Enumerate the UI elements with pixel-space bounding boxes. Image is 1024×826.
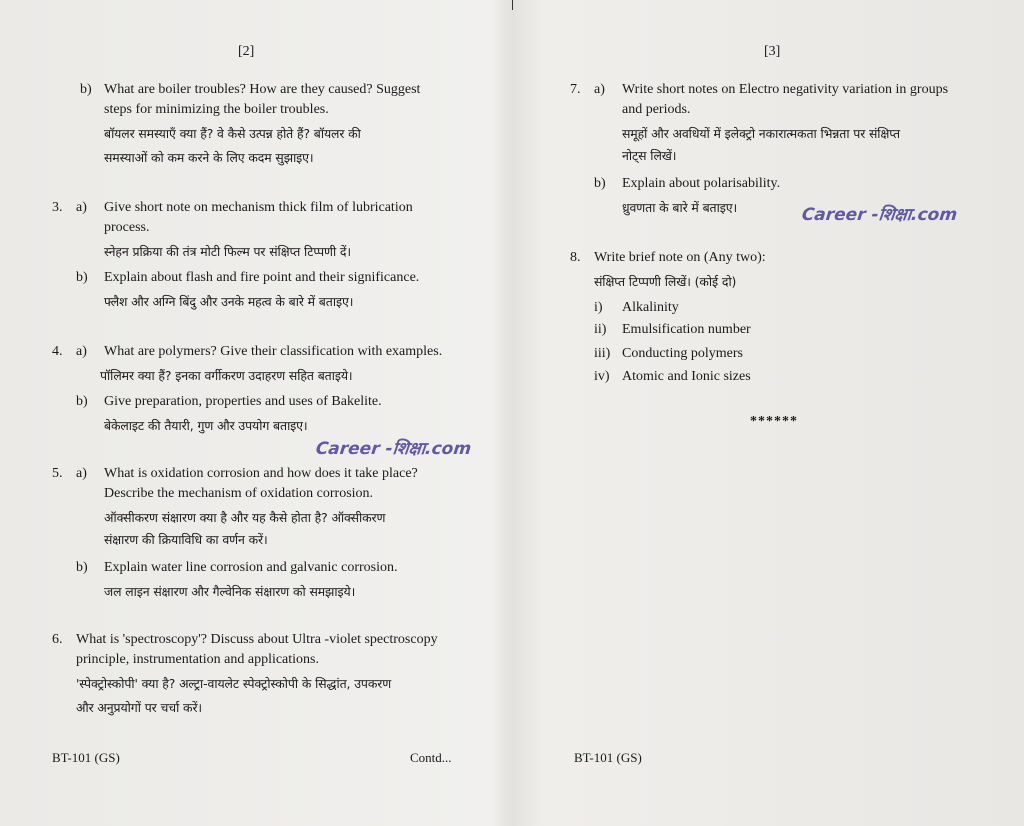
- q5a-en-line1: What is oxidation corrosion and how does it take place?: [104, 466, 418, 481]
- q2b-hi-line2: समस्याओं को कम करने के लिए कदम सुझाइए।: [104, 150, 314, 165]
- q3-number: 3.: [52, 200, 63, 215]
- q5a-en-line2: Describe the mechanism of oxidation corrosion.: [104, 486, 374, 501]
- q4a-label: a): [76, 344, 87, 359]
- q8-item-text: Emulsification number: [622, 322, 751, 337]
- q2b-hi-line1: बॉयलर समस्याएँ क्या हैं? वे कैसे उत्पन्न होते हैं? बॉयलर की: [104, 126, 361, 141]
- footer-continued: Contd...: [410, 750, 452, 765]
- q2b-en-line2: steps for minimizing the boiler troubles.: [104, 102, 329, 117]
- q6-hi-line1: 'स्पेक्ट्रोस्कोपी' क्या है? अल्ट्रा-वायलेट स्पेक्ट्रोस्कोपी के सिद्धांत, उपकरण: [76, 676, 392, 691]
- q3a-en-line1: Give short note on mechanism thick film of lubrication: [104, 200, 413, 215]
- q6-number: 6.: [52, 632, 63, 647]
- page-right: [520, 0, 1020, 826]
- q5b-en-line1: Explain water line corrosion and galvanic corrosion.: [104, 560, 398, 575]
- q3a-label: a): [76, 200, 87, 215]
- q7a-en-line2: and periods.: [622, 102, 691, 117]
- q7a-en-line1: Write short notes on Electro negativity variation in groups: [622, 82, 949, 97]
- watermark-stamp: Career -शिक्षा.com: [800, 205, 959, 225]
- q4b-hi-line1: बेकेलाइट की तैयारी, गुण और उपयोग बताइए।: [104, 418, 308, 433]
- q8-item-label: ii): [594, 322, 607, 337]
- q4-number: 4.: [52, 344, 63, 359]
- q8-item-text: Atomic and Ionic sizes: [622, 369, 751, 384]
- q2b-en-line1: What are boiler troubles? How are they caused? Suggest: [104, 82, 421, 97]
- q3a-hi-line1: स्नेहन प्रक्रिया की तंत्र मोटी फिल्म पर संक्षिप्त टिप्पणी दें।: [104, 244, 351, 259]
- q7b-label: b): [594, 176, 606, 191]
- q6-en-line1: What is 'spectroscopy'? Discuss about Ultra -violet spectroscopy: [76, 632, 438, 647]
- q7b-en-line1: Explain about polarisability.: [622, 176, 781, 191]
- q8-item-text: Conducting polymers: [622, 346, 743, 361]
- q5a-hi-line2: संक्षारण की क्रियाविधि का वर्णन करें।: [104, 532, 268, 547]
- q3a-en-line2: process.: [104, 220, 150, 235]
- q5a-hi-line1: ऑक्सीकरण संक्षारण क्या है और यह कैसे होता है? ऑक्सीकरण: [104, 510, 386, 525]
- binding-mark: [512, 0, 513, 10]
- q3b-en-line1: Explain about flash and fire point and their significance.: [104, 270, 420, 285]
- q8-item-label: iii): [594, 346, 611, 361]
- q8-item-label: i): [594, 300, 603, 315]
- page-number: [2]: [238, 44, 255, 59]
- q7a-hi-line1: समूहों और अवधियों में इलेक्ट्रो नकारात्मकता भिन्नता पर संक्षिप्त: [622, 126, 900, 141]
- q7-number: 7.: [570, 82, 581, 97]
- q8-number: 8.: [570, 250, 581, 265]
- q4b-en-line1: Give preparation, properties and uses of Bakelite.: [104, 394, 382, 409]
- q4a-en-line1: What are polymers? Give their classification with examples.: [104, 344, 443, 359]
- q6-hi-line2: और अनुप्रयोगों पर चर्चा करें।: [76, 700, 203, 715]
- q4a-hi-line1: पॉलिमर क्या हैं? इनका वर्गीकरण उदाहरण सहित बताइये।: [100, 368, 353, 383]
- q4b-label: b): [76, 394, 88, 409]
- watermark-stamp: Career -शिक्षा.com: [314, 439, 473, 459]
- q8-en: Write brief note on (Any two):: [594, 250, 766, 265]
- q7a-label: a): [594, 82, 605, 97]
- q5a-label: a): [76, 466, 87, 481]
- q5-number: 5.: [52, 466, 63, 481]
- q6-en-line2: principle, instrumentation and applications.: [76, 652, 319, 667]
- q8-hi: संक्षिप्त टिप्पणी लिखें। (कोई दो): [594, 274, 737, 289]
- q7b-hi-line1: ध्रुवणता के बारे में बताइए।: [622, 200, 738, 215]
- q2b-label: b): [80, 82, 92, 97]
- end-of-paper-marker: ******: [750, 414, 798, 429]
- footer-paper-code: BT-101 (GS): [52, 750, 120, 765]
- q3b-label: b): [76, 270, 88, 285]
- footer-paper-code: BT-101 (GS): [574, 750, 642, 765]
- q8-item-label: iv): [594, 369, 610, 384]
- q8-item-text: Alkalinity: [622, 300, 679, 315]
- q5b-label: b): [76, 560, 88, 575]
- page-left: [0, 0, 500, 826]
- q5b-hi-line1: जल लाइन संक्षारण और गैल्वेनिक संक्षारण को समझाइये।: [104, 584, 356, 599]
- q3b-hi-line1: फ्लैश और अग्नि बिंदु और उनके महत्व के बारे में बताइए।: [104, 294, 354, 309]
- page-number: [3]: [764, 44, 781, 59]
- q7a-hi-line2: नोट्स लिखें।: [622, 148, 677, 163]
